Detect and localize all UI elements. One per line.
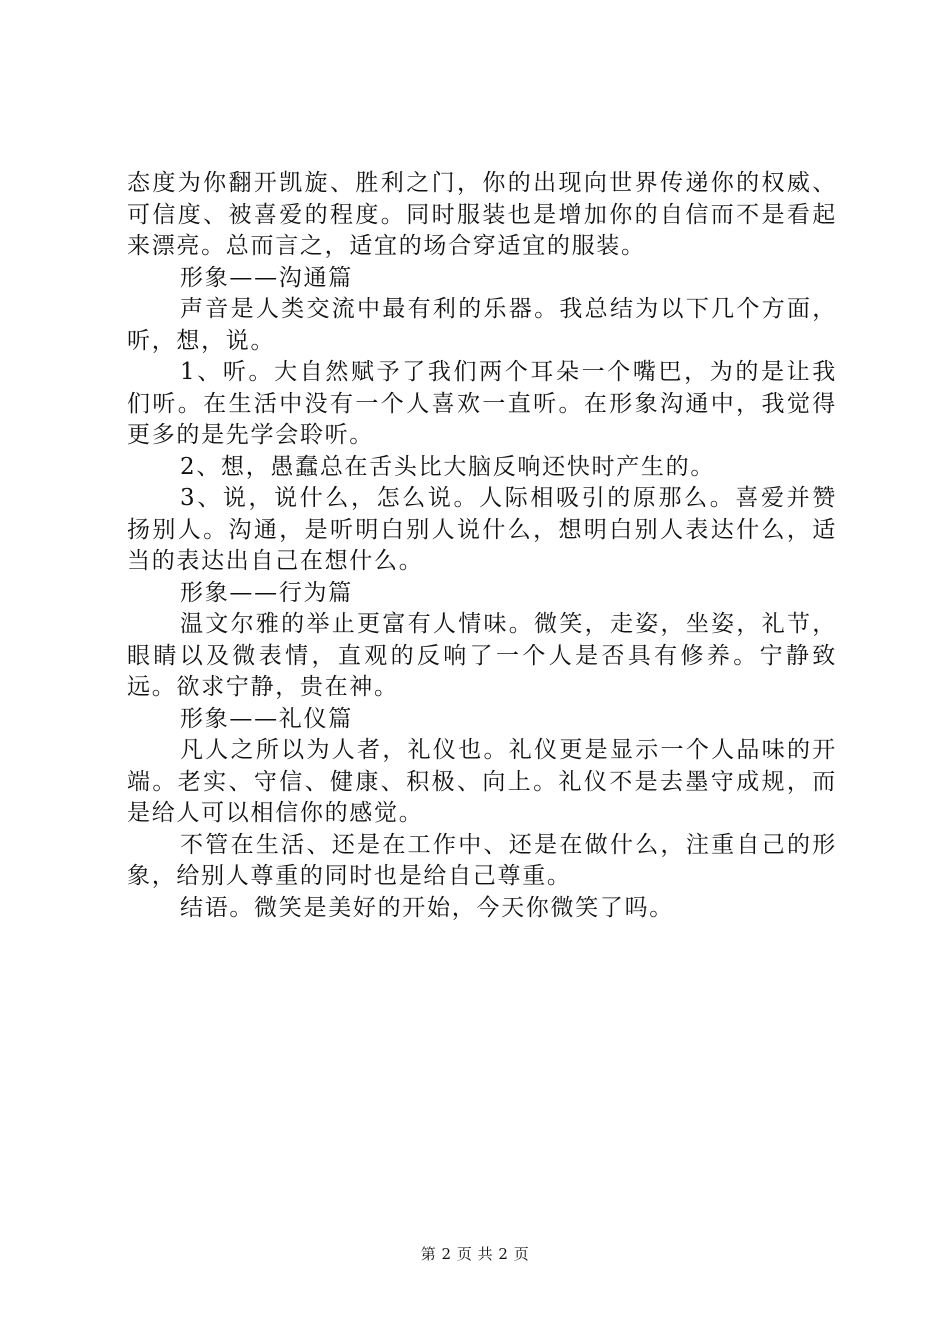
document-body [127,168,837,924]
paragraph-attire-conclusion: 态度为你翻开凯旋、胜利之门，你的出现向世界传递你的权威、可信度、被喜爱的程度。同时服装也是增加你的自信而不是看起来漂亮。总而言之，适宜的场合穿适宜的服装。 [127,170,837,259]
paragraph-etiquette: 凡人之所以为人者，礼仪也。礼仪更是显示一个人品味的开端。老实、守信、健康、积极、向上。礼仪不是去墨守成规，而是给人可以相信你的感觉。 [127,737,837,826]
section-heading-communication: 形象——沟通篇 [180,264,353,291]
paragraph-closing: 结语。微笑是美好的开始，今天你微笑了吗。 [180,894,674,921]
paragraph-think: 2、想，愚蠢总在舌头比大脑反响还快时产生的。 [180,453,716,480]
paragraph-speak: 3、说，说什么，怎么说。人际相吸引的原那么。喜爱并赞扬别人。沟通，是听明白别人说什么，想明白别人表达什么，适当的表达出自己在想什么。 [127,485,837,574]
page-number-footer: 第 2 页 共 2 页 [420,1245,530,1263]
paragraph-respect: 不管在生活、还是在工作中、还是在做什么，注重自己的形象，给别人尊重的同时也是给自己尊重。 [127,831,837,889]
paragraph-listen: 1、听。大自然赋予了我们两个耳朵一个嘴巴，为的是让我们听。在生活中没有一个人喜欢一直听。在形象沟通中，我觉得更多的是先学会聆听。 [127,359,837,448]
section-heading-behavior: 形象——行为篇 [180,579,353,606]
section-heading-etiquette: 形象——礼仪篇 [180,705,353,732]
paragraph-voice-intro: 声音是人类交流中最有利的乐器。我总结为以下几个方面，听，想，说。 [127,296,837,354]
paragraph-behavior: 温文尔雅的举止更富有人情味。微笑，走姿，坐姿，礼节，眼睛以及微表情，直观的反响了一个人是否具有修养。宁静致远。欲求宁静，贵在神。 [127,611,837,700]
